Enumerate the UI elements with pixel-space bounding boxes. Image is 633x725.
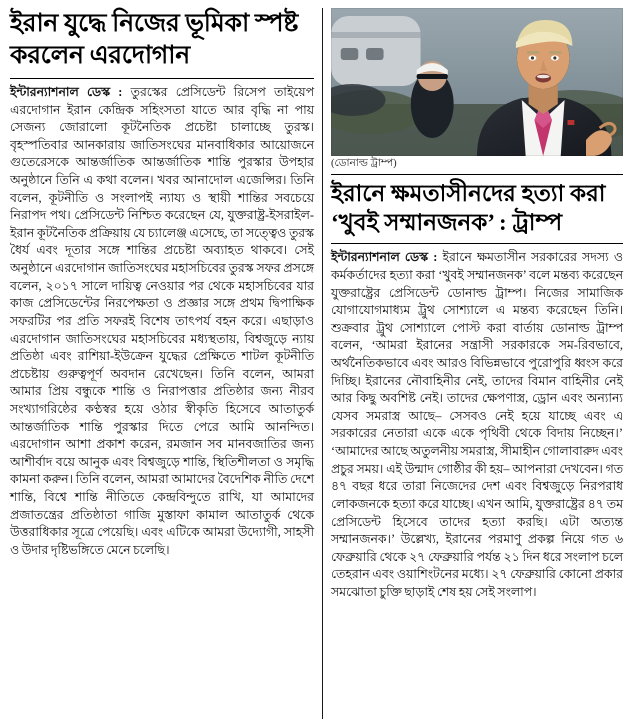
left-article-body (10, 84, 314, 559)
right-article-dateline: ইন্টারন্যাশনাল ডেস্ক : (331, 250, 438, 265)
left-article (10, 8, 322, 719)
left-article-headline: ইরান যুদ্ধে নিজের ভূমিকা স্পষ্ট করলেন এরদোগান (10, 10, 298, 69)
right-photo-rule (331, 174, 623, 175)
right-headline-rule (331, 243, 623, 244)
right-article-headline: ইরানে ক্ষমতাসীনদের হত্যা করা ‘খুবই সম্মানজনক’ : ট্রাম্প (331, 180, 606, 236)
left-headline-rule (10, 78, 314, 79)
right-article-text: ইরানে ক্ষমতাসীন সরকারের সদস্য ও কর্মকর্তাদের হত্যা করা ‘খুবই সম্মানজনক’ বলে মন্তব্য করেছেন যুক্তরাষ্ট্রের প্রেসিডেন্ট ডোনাল্ড ট্রাম্প। নিজের সামাজিক যোগাযোগমাধ্যম ট্রুথ সোশ্যালে এ মন্তব্য করেছেন তিনি। শুক্রবার ট্রুথ সোশ্যালে পোস্ট করা বার্তায় ডোনাল্ড ট্রাম্প বলেন, ‘আমরা ইরানের সন্ত্রাসী সরকারকে সম-রিবভাবে, অর্থনৈতিকভাবে এবং আরও বিভিন্নভাবে পুরোপুরি ধ্বংস করে দিচ্ছি। ইরানের নৌবাহিনীর নেই, তাদের বিমান বাহিনীর নেই আর কিছু অবশিষ্ট নেই। তাদের ক্ষেপণাস্ত্র, ড্রোন এবং অন্যান্য যেসব সমরাস্ত্র আছে– সেসবও নেই হয়ে যাচ্ছে এবং এ সরকারের নেতারা একে একে পৃথিবী থেকে বিদায় নিচ্ছেন।’ ‘আমাদের আছে অতুলনীয় সমরাস্ত্র, সীমাহীন গোলাবারুদ এবং প্রচুর সময়। এই উন্মাদ গোষ্ঠীর কী হয়– আপনারা দেখবেন। গত ৪৭ বছর ধরে তারা নিজেদের দেশ এবং বিশ্বজুড়ে নিরপরাধ লোকজনকে হত্যা করে যাচ্ছে। এখন আমি, যুক্তরাষ্ট্রের ৪৭ তম প্রেসিডেন্ট হিসেবে তাদের হত্যা করছি। এটা অত্যন্ত সম্মানজনক।’ উল্লেখ্য, ইরানের পরমাণু প্রকল্প নিয়ে গত ৬ ফেব্রুয়ারি থেকে ২৭ ফেব্রুয়ারি পর্যন্ত ২১ দিন ধরে সংলাপ চলে তেহরান এবং ওয়াশিংটনের মধ্যে। ২৭ ফেব্রুয়ারি কোনো প্রকার সমঝোতা চুক্তি ছাড়াই শেষ হয় সেই সংলাপ। (331, 250, 623, 599)
photo-illustration (331, 8, 623, 156)
right-article-body (331, 249, 623, 601)
two-column-layout (10, 8, 623, 719)
left-article-dateline: ইন্টারন্যাশনাল ডেস্ক : (10, 85, 123, 99)
right-article (323, 8, 623, 719)
photo-caption: (ডোনাল্ড ট্রাম্প) (331, 158, 397, 169)
left-article-text: তুরস্কের প্রেসিডেন্ট রিসেপ তাইয়েপ এরদোগান ইরান কেন্দ্রিক সহিংসতা যাতে আর বৃদ্ধি না পায় সেজন্য জোরালো কূটনৈতিক প্রচেষ্টা চালাচ্ছে তুরস্ক। বৃহস্পতিবার আনকারায় জাতিসংঘের মানবাধিকার আয়োজনে গুতেরেসকে আন্তর্জাতিক আন্তর্জাতিক শান্তি পুরস্কার উপহার অনুষ্ঠানে তিনি এ কথা বলেন। খবর আনাদোল এজেন্সির। তিনি বলেন, কূটনীতি ও সংলাপই ন্যায্য ও স্থায়ী শান্তির সবচেয়ে নিরাপদ পথ। প্রেসিডেন্ট নিশ্চিত করেছেন যে, যুক্তরাষ্ট্র-ইসরাইল-ইরান কূটনৈতিক প্রক্রিয়ায় যে চ্যালেঞ্জ এসেছে, তা সত্ত্বেও তুরস্ক ধৈর্য এবং দূতার সঙ্গে শান্তির প্রচেষ্টা অব্যাহত থাকবে। সেই অনুষ্ঠানে এরদোগান জাতিসংঘের মহাসচিবের তুরস্ক সফর প্রসঙ্গে বলেন, ২০১৭ সালে দায়িত্ব নেওয়ার পর থেকে মহাসচিবের যার কাজ প্রেসিডেন্টের নিরপেক্ষতা ও প্রজ্ঞার সঙ্গে প্রথম দ্বিপাক্ষিক সফরটির পর প্রতি সফরই বিশেষ তাৎপর্য বহন করে। এছাড়াও এরদোগান জাতিসংঘের মহাসচিবের মধ্যস্থতায়, বিশ্বজুড়ে ন্যায় প্রতিষ্ঠা এবং রাশিয়া-ইউক্রেন যুদ্ধের প্রেক্ষিতে শাটল কূটনীতি প্রচেষ্টায় গুরুত্বপূর্ণ অবদান রেখেছেন। তিনি বলেন, আমরা আমার প্রিয় বন্ধুকে শান্তি ও নিরাপত্তার প্রতিষ্ঠার জন্য নীরব সংখ্যাগরিষ্ঠের কণ্ঠস্বর হয়ে ওঠার স্বীকৃতি হিসেবে আতাতুর্ক আন্তর্জাতিক শান্তি পুরস্কার দিতে পেরে আমি আনন্দিত। এরদোগান আশা প্রকাশ করেন, রমজান সব মানবজাতির জন্য আশীর্বাদ বয়ে আনুক এবং বিশ্বজুড়ে শান্তি, স্থিতিশীলতা ও সমৃদ্ধি কামনা করুন। তিনি বলেন, আমরা আমাদের বৈদেশিক নীতি দেশে শান্তি, বিশ্বে শান্তি নীতিতে কেন্দ্রবিন্দুতে রাখি, যা আমাদের প্রজাতন্ত্রের প্রতিষ্ঠাতা গাজি মুস্তাফা কামাল আতাতুর্ক থেকে উত্তরাধিকার সূত্রে পেয়েছি। এবং এটিকে আমরা উদ্যোগী, সাহসী ও উদার দৃষ্টিভঙ্গিতে মেনে চলেছি। (10, 85, 314, 557)
trump-photo (331, 8, 623, 156)
photo-block (331, 8, 623, 171)
